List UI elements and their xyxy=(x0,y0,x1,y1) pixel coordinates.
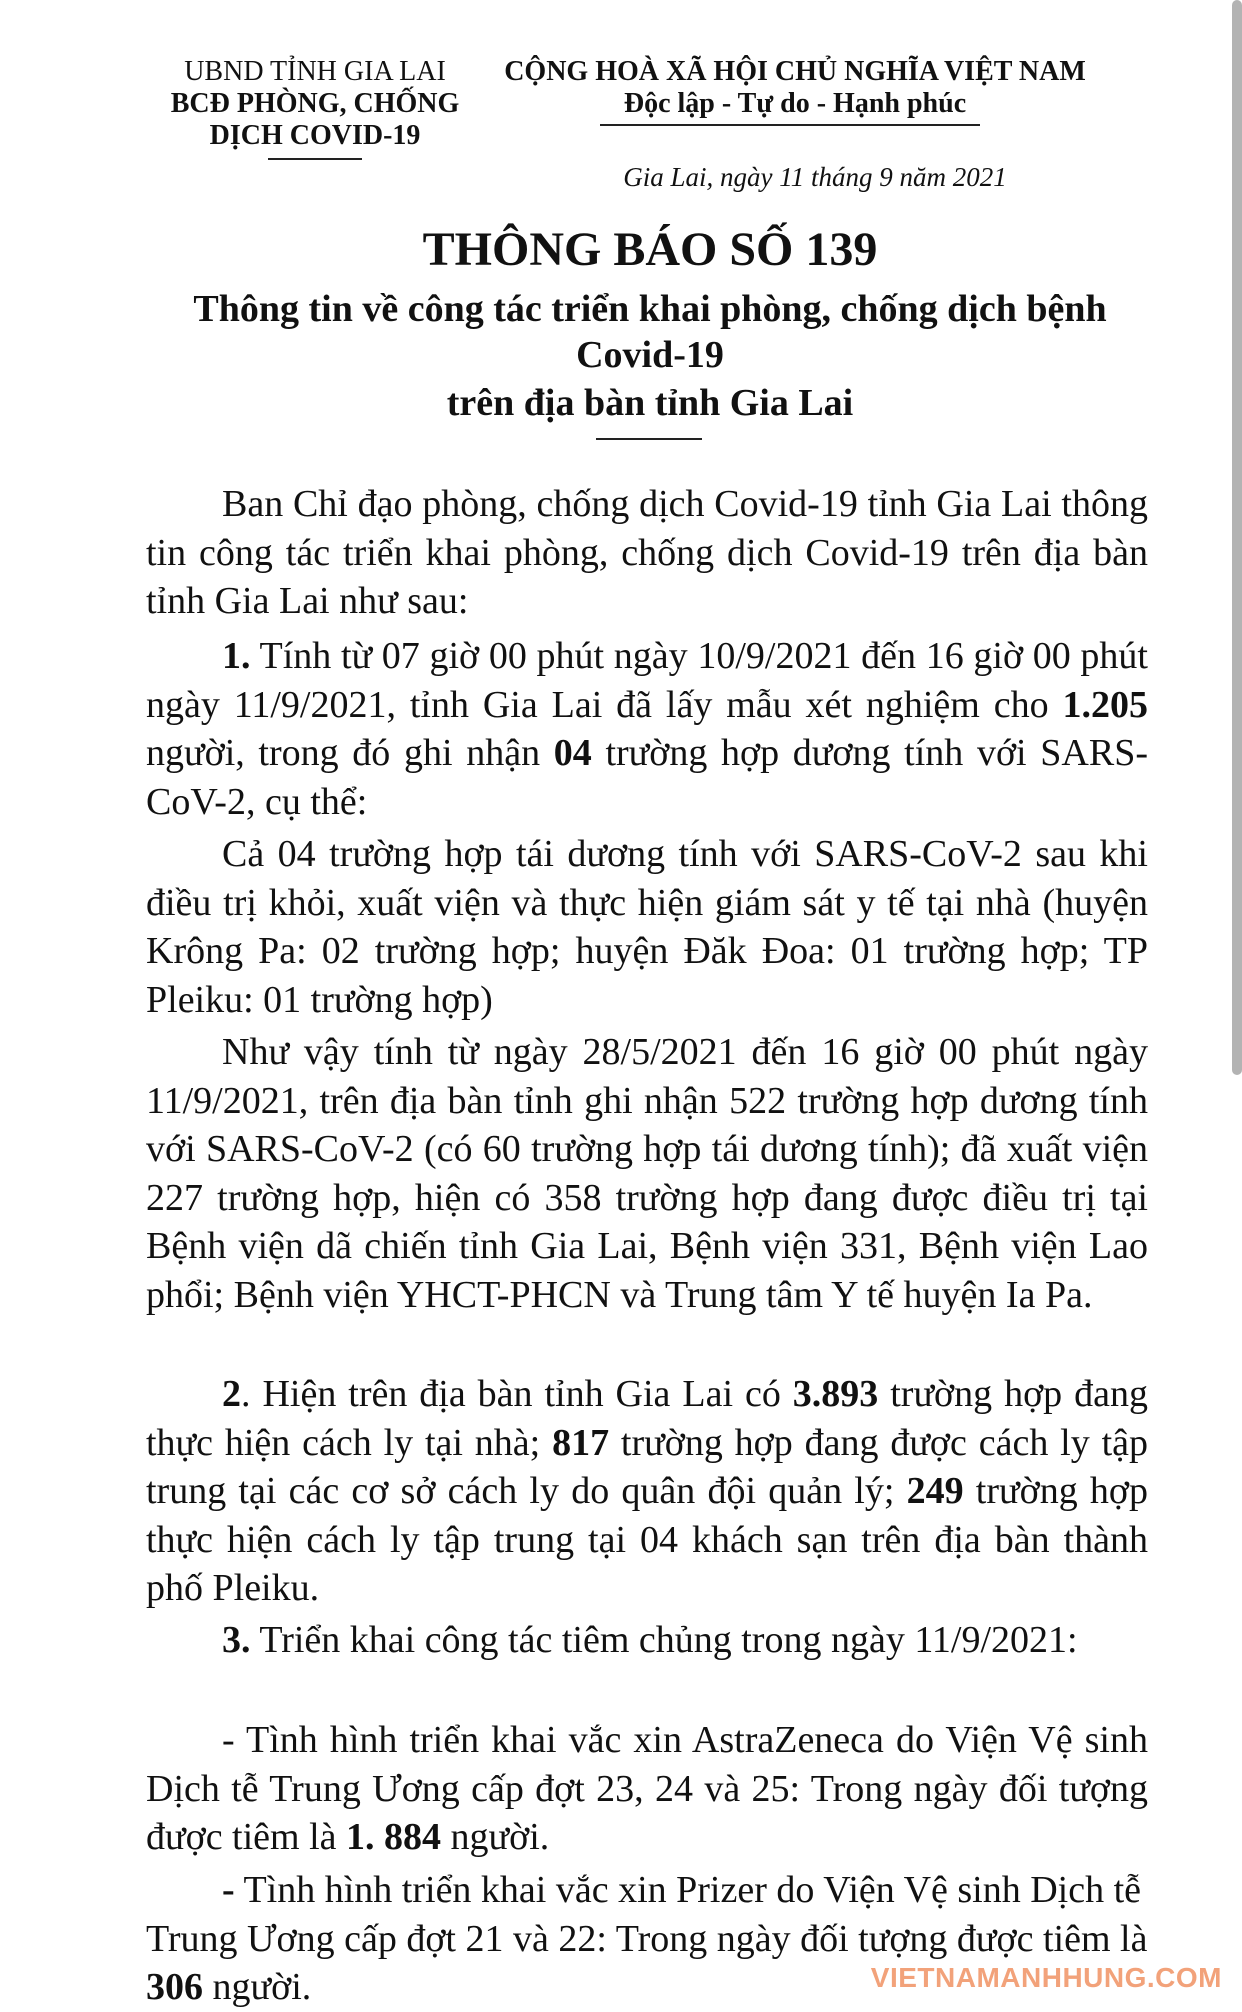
motto: Độc lập - Tự do - Hạnh phúc xyxy=(623,88,967,119)
subtitle-line-1: Thông tin về công tác triển khai phòng, chống dịch bệnh xyxy=(193,288,1107,330)
text: Triển khai công tác tiêm chủng trong ngày 11/9/2021: xyxy=(250,1619,1078,1661)
section-2-paragraph xyxy=(146,1370,1148,1613)
section-1-paragraph xyxy=(146,632,1148,826)
text: người. xyxy=(203,1966,312,2008)
section-1-number: 1. xyxy=(222,635,251,677)
issuer-block xyxy=(130,56,500,152)
text: Tính từ 07 giờ 00 phút ngày 10/9/2021 đến 16 giờ 00 phút ngày 11/9/2021, tỉnh Gia Lai đã lấy mẫu xét nghiệm cho xyxy=(146,635,1148,726)
subtitle-line-3: trên địa bàn tỉnh Gia Lai xyxy=(446,382,854,424)
text: - Tình hình triển khai vắc xin AstraZeneca do Viện Vệ sinh Dịch tễ Trung Ương cấp đợt 23, 24 và 25: Trong ngày đối tượng được tiêm là xyxy=(146,1719,1148,1858)
watermark: VIETNAMANHHUNG.COM xyxy=(870,1962,1222,1993)
section-3-paragraph xyxy=(146,1616,1148,1665)
cumulative-paragraph: Như vậy tính từ ngày 28/5/2021 đến 16 giờ 00 phút ngày 11/9/2021, trên địa bàn tỉnh ghi nhận 522 trường hợp dương tính với SARS-CoV-2 (có 60 trường hợp tái dương tính); đã xuất viện 227 trường hợp, hiện có 358 trường hợp đang được điều trị tại Bệnh viện dã chiến tỉnh Gia Lai, Bệnh viện 331, Bệnh viện Lao phổi; Bệnh viện YHCT-PHCN và Trung tâm Y tế huyện Ia Pa. xyxy=(146,1031,1148,1316)
place-date: Gia Lai, ngày 11 tháng 9 năm 2021 xyxy=(623,162,1007,192)
intro-paragraph: Ban Chỉ đạo phòng, chống dịch Covid-19 tỉnh Gia Lai thông tin công tác triển khai phòng, chống dịch Covid-19 trên địa bàn tỉnh Gia Lai như sau: xyxy=(146,483,1148,622)
section-3-number: 3. xyxy=(222,1619,251,1661)
dash: - xyxy=(222,1869,235,1911)
section-2-number: 2 xyxy=(222,1373,241,1415)
text: trường hợp đang được cách ly tập trung tại các cơ sở cách ly do quân đội quản lý; xyxy=(146,1421,1148,1512)
issuer-line-3: DỊCH COVID-19 xyxy=(209,120,421,151)
military-isolation-count: 817 xyxy=(552,1421,610,1464)
astrazeneca-paragraph xyxy=(146,1716,1148,1862)
text: trường hợp thực hiện cách ly tập trung tại 04 khách sạn trên địa bàn thành phố Pleiku. xyxy=(146,1470,1149,1609)
home-isolation-count: 3.893 xyxy=(792,1373,879,1415)
positive-count: 04 xyxy=(553,732,592,774)
subtitle-line-2: Covid-19 xyxy=(576,334,724,376)
text: . Hiện trên địa bàn tỉnh Gia Lai có xyxy=(241,1373,793,1415)
country-name: CỘNG HOÀ XÃ HỘI CHỦ NGHĨA VIỆT NAM xyxy=(504,56,1086,87)
national-motto-block xyxy=(495,56,1095,120)
scrollbar[interactable] xyxy=(1232,0,1242,1075)
pfizer-count: 306 xyxy=(146,1966,203,2008)
document-title: THÔNG BÁO SỐ 139 xyxy=(422,223,878,276)
issuer-line-1: UBND TỈNH GIA LAI xyxy=(184,56,446,87)
text: người, trong đó ghi nhận xyxy=(146,732,554,774)
text: Tình hình triển khai vắc xin Prizer do Viện Vệ sinh Dịch tễ Trung Ương cấp đợt 21 và 22: Trong ngày đối tượng được tiêm là xyxy=(146,1869,1148,1960)
motto-underline xyxy=(600,124,980,126)
hotel-isolation-count: 249 xyxy=(906,1470,964,1512)
cases-detail-paragraph: Cả 04 trường hợp tái dương tính với SARS-CoV-2 sau khi điều trị khỏi, xuất viện và thực hiện giám sát y tế tại nhà (huyện Krông Pa: 02 trường hợp; huyện Đăk Đoa: 01 trường hợp; TP Pleiku: 01 trường hợp) xyxy=(146,833,1148,1021)
issuer-underline xyxy=(268,158,362,160)
text: trường hợp dương tính với SARS-CoV-2, cụ thể: xyxy=(146,732,1148,823)
astrazeneca-count: 1. 884 xyxy=(346,1816,442,1858)
issuer-line-2: BCĐ PHÒNG, CHỐNG xyxy=(170,88,460,119)
title-underline xyxy=(596,438,702,440)
tested-count: 1.205 xyxy=(1062,683,1148,726)
text: người. xyxy=(441,1816,550,1858)
text: trường hợp đang thực hiện cách ly tại nhà; xyxy=(146,1373,1148,1464)
